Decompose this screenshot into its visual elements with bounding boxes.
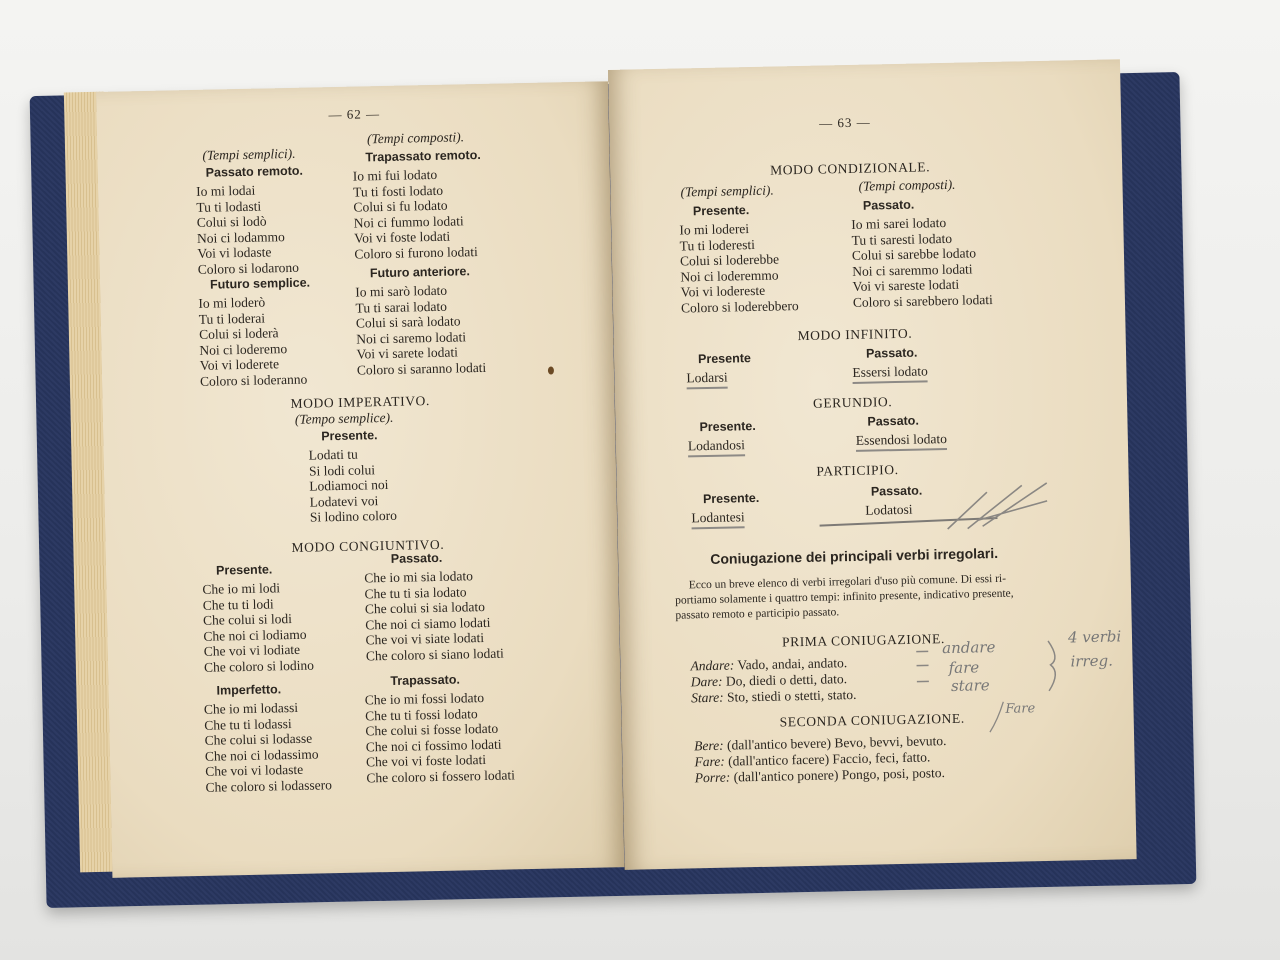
irregolari-heading: Coniugazione dei principali verbi irregolari. <box>710 544 999 567</box>
congiuntivo-heading: MODO CONGIUNTIVO. <box>291 536 445 556</box>
list-item: Che io mi lodassi <box>203 699 299 717</box>
participio-heading: PARTICIPIO. <box>816 462 899 479</box>
verb-name: Andare: <box>690 657 735 674</box>
list-item: Io mi sarò lodato <box>355 282 448 300</box>
list-item: Coloro si loderanno <box>199 371 308 389</box>
list-item: Coloro si lodarono <box>197 259 300 277</box>
imperativo-list <box>308 446 397 526</box>
trapassato-remoto-list <box>353 166 478 262</box>
congiuntivo-passato-list <box>364 568 504 664</box>
gerundio-presente-title: Presente. <box>699 418 756 435</box>
list-item: Che voi vi lodiate <box>203 642 301 660</box>
verb-name: Bere: <box>694 737 724 754</box>
seconda-coniugazione-heading: SECONDA CONIUGAZIONE. <box>779 710 965 730</box>
list-item: Lodiamoci noi <box>309 477 389 494</box>
paragraph-line: passato remoto e participio passato. <box>675 606 840 622</box>
list-item: Che tu ti sia lodato <box>364 583 467 602</box>
list-item: Tu ti loderesti <box>679 236 756 254</box>
simple-tenses-header: (Tempi semplici). <box>202 145 296 163</box>
list-item: Che coloro si lodino <box>203 657 315 675</box>
infinito-presente-title: Presente <box>697 351 752 367</box>
congiuntivo-imperfetto-title: Imperfetto. <box>216 682 282 698</box>
handwritten-note: stare <box>950 676 990 695</box>
verb-name: Dare: <box>690 673 723 690</box>
compound-tenses-header: (Tempi composti). <box>858 176 956 194</box>
verb-forms: (dall'antico ponere) Pongo, posi, posto. <box>733 765 946 785</box>
simple-tenses-header: (Tempi semplici). <box>680 182 774 200</box>
gerundio-passato-value: Essendosi lodato <box>856 431 947 451</box>
prima-coniugazione-heading: PRIMA CONIUGAZIONE. <box>781 631 946 650</box>
imperativo-heading: MODO IMPERATIVO. <box>290 393 431 411</box>
list-item: Io mi lodai <box>195 182 256 199</box>
list-item: Voi vi loderete <box>199 356 280 374</box>
list-item: Noi ci fummo lodati <box>353 213 464 231</box>
list-item: Che colui si fosse lodato <box>365 720 499 739</box>
list-item: Che tu ti fossi lodato <box>364 705 478 724</box>
list-item: Voi vi sareste lodati <box>852 277 960 295</box>
verb-forms: Sto, stiedi o stetti, stato. <box>726 686 857 705</box>
verb-forms: (dall'antico facere) Faccio, feci, fatto. <box>727 749 931 769</box>
verb-name: Fare: <box>694 753 725 770</box>
list-item: Io mi loderei <box>679 221 750 238</box>
gerundio-passato-title: Passato. <box>867 413 919 429</box>
list-item: Tu ti sarai lodato <box>355 298 448 316</box>
left-page <box>96 81 624 878</box>
futuro-anteriore-title: Futuro anteriore. <box>369 264 470 281</box>
list-item: Io mi loderò <box>198 294 266 311</box>
list-item: Che io mi sia lodato <box>364 568 474 586</box>
congiuntivo-presente-list <box>202 580 314 676</box>
page-number: — 63 — <box>819 114 871 131</box>
ink-stain <box>548 366 554 374</box>
list-item: Noi ci loderemo <box>199 340 288 358</box>
list-item: Che tu ti lodi <box>202 595 274 613</box>
list-item: Che voi vi foste lodati <box>365 752 487 770</box>
list-item: Colui si loderebbe <box>679 251 780 269</box>
verb-name: Porre: <box>694 769 731 786</box>
list-item: Tu ti lodasti <box>196 198 262 215</box>
participio-presente-title: Presente. <box>702 490 760 507</box>
verb-forms: Vado, andai, andato. <box>737 655 848 673</box>
infinito-presente-value: Lodarsi <box>686 370 728 389</box>
paragraph-line: Ecco un breve elenco di verbi irregolari d'uso più comune. Di essi ri- <box>688 572 1007 592</box>
list-item: Che noi ci fossimo lodati <box>365 736 502 755</box>
list-item: Coloro si loderebbero <box>680 298 799 316</box>
infinito-passato-value: Essersi lodato <box>852 363 928 383</box>
list-item: Tu ti fosti lodato <box>352 182 444 200</box>
list-item: Lodatevi voi <box>309 492 379 510</box>
list-item: Tu ti saresti lodato <box>851 230 953 248</box>
list-item: Colui si lodò <box>196 213 267 231</box>
list-item: Che io mi lodi <box>202 580 281 597</box>
gerundio-presente-value: Lodandosi <box>688 437 745 457</box>
list-item: Noi ci lodammo <box>196 228 285 246</box>
list-item: Colui si sarebbe lodato <box>851 245 977 264</box>
participio-presente-value: Lodantesi <box>691 509 745 529</box>
paragraph-line: portiamo solamente i quattro tempi: infinito presente, indicativo presente, <box>675 587 1014 607</box>
verb-forms: Do, diedi o detti, dato. <box>725 671 848 689</box>
list-item: Io mi sarei lodato <box>851 214 947 232</box>
list-item: Che colui si lodi <box>202 611 293 629</box>
list-item: Si lodi colui <box>308 461 376 479</box>
congiuntivo-trapassato-title: Trapassato. <box>390 672 461 688</box>
participio-passato-title: Passato. <box>870 483 923 499</box>
list-item: Coloro si sarebbero lodati <box>852 291 993 310</box>
list-item: Colui si fu lodato <box>353 197 448 215</box>
handwritten-note: Fare <box>1005 701 1036 717</box>
list-item: Noi ci saremmo lodati <box>852 261 973 279</box>
handwritten-note: 4 verbi <box>1067 627 1122 647</box>
list-item: Colui si loderà <box>198 325 279 343</box>
right-page <box>608 59 1137 870</box>
congiuntivo-passato-title: Passato. <box>390 550 443 566</box>
imperativo-subheading: (Tempo semplice). <box>294 409 394 427</box>
list-item: Che coloro si lodassero <box>205 777 333 795</box>
imperativo-title: Presente. <box>321 428 378 444</box>
list-item: Colui si sarà lodato <box>355 313 461 331</box>
list-item: Che noi ci lodassimo <box>204 746 319 764</box>
compound-tenses-header: (Tempi composti). <box>366 129 465 147</box>
list-item: Tu ti loderai <box>198 310 266 327</box>
trapassato-remoto-title: Trapassato remoto. <box>365 147 481 165</box>
condizionale-heading: MODO CONDIZIONALE. <box>769 159 931 178</box>
list-item: Voi vi foste lodati <box>353 228 451 246</box>
passato-remoto-title: Passato remoto. <box>205 163 304 180</box>
handwritten-note: fare <box>948 658 980 677</box>
pencil-strike-mark <box>817 478 1068 543</box>
list-item: Coloro si saranno lodati <box>356 359 487 378</box>
handwritten-note: irreg. <box>1070 651 1114 671</box>
gerundio-heading: GERUNDIO. <box>812 394 893 411</box>
participio-passato-value: Lodatosi <box>865 501 913 518</box>
list-item: Che io mi fossi lodato <box>364 690 485 708</box>
congiuntivo-imperfetto-list <box>204 699 332 795</box>
list-item: Voi vi lodaste <box>197 244 272 262</box>
list-item: Voi vi sarete lodati <box>356 344 459 362</box>
list-item: Noi ci loderemmo <box>680 267 779 285</box>
list-item: Che voi vi siate lodati <box>365 630 485 648</box>
congiuntivo-trapassato-list <box>365 689 515 786</box>
infinito-heading: MODO INFINITO. <box>797 325 913 344</box>
handwritten-note: andare <box>941 638 996 658</box>
page-number: — 62 — <box>328 106 381 123</box>
list-item: Coloro si furono lodati <box>354 244 478 262</box>
list-item: Che colui si sia lodato <box>364 599 486 617</box>
futuro-semplice-list <box>198 294 307 390</box>
list-item: Che coloro si fossero lodati <box>366 767 516 786</box>
congiuntivo-presente-title: Presente. <box>215 562 273 578</box>
list-item: Io mi fui lodato <box>352 166 438 184</box>
futuro-semplice-title: Futuro semplice. <box>209 275 311 292</box>
list-item: Che coloro si siano lodati <box>365 645 504 664</box>
list-item: Noi ci saremo lodati <box>356 329 467 347</box>
list-item: Che voi vi lodaste <box>205 762 304 780</box>
list-item: Che noi ci siamo lodati <box>365 614 491 633</box>
verb-name: Stare: <box>691 689 724 706</box>
passato-remoto-list <box>196 182 299 278</box>
infinito-passato-title: Passato. <box>865 345 918 361</box>
list-item: Che tu ti lodassi <box>204 715 292 733</box>
futuro-anteriore-list <box>355 282 486 378</box>
condizionale-presente-list <box>679 220 799 316</box>
condizionale-presente-title: Presente. <box>692 203 750 219</box>
list-item: Lodati tu <box>308 446 358 463</box>
verb-row <box>691 687 857 706</box>
verb-forms: (dall'antico bevere) Bevo, bevvi, bevuto. <box>726 733 947 753</box>
list-item: Voi vi lodereste <box>680 283 766 300</box>
list-item: Che noi ci lodiamo <box>203 626 307 644</box>
condizionale-passato-list <box>851 214 993 310</box>
list-item: Si lodino coloro <box>309 508 398 525</box>
condizionale-passato-title: Passato. <box>862 197 915 213</box>
list-item: Che colui si lodasse <box>204 730 313 749</box>
irregolari-paragraph <box>675 572 1014 624</box>
